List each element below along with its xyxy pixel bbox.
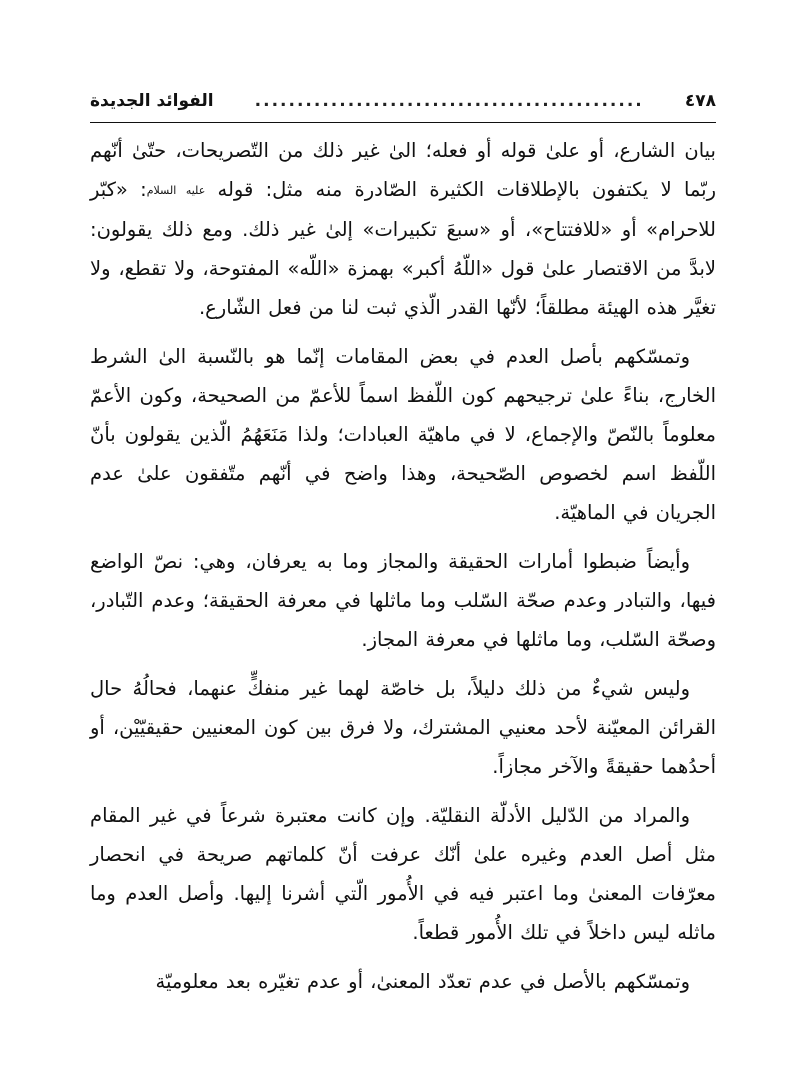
paragraph-1-text-end: : «كبّر للاحرام» أو «للافتتاح»، أو «سبعَ تكبيرات» إلىٰ غير ذلك. ومع ذلك يقولون: لابدَّ من الاقتصار علىٰ قول «اللّهُ أكبر» بهمزة «اللّه» المفتوحة، ولا تقطع، ولا تغيَّر هذه الهيئة مطلقاً؛ لأنّها القدر الّذي ثبت لنا من فعل الشّارع. [90,178,716,319]
book-page [90,86,716,1046]
paragraph-6: وتمسّكهم بالأصل في عدم تعدّد المعنىٰ، أو عدم تغيّره بعد معلوميّة [155,970,690,993]
page-header [90,86,716,123]
page-number: ٤٧٨ [684,91,716,111]
paragraph-1 [90,131,716,327]
salutation-alayhi-salam: عليه السلام [146,184,206,197]
header-leader-dots: .............................................. [254,91,644,111]
running-title: الفوائد الجديدة [90,91,214,111]
body-text [90,131,716,1001]
paragraph-3: وأيضاً ضبطوا أمارات الحقيقة والمجاز وما به يعرفان، وهي: نصّ الواضع فيها، والتبادر وعدم صحّة السّلب وما ماثلها في معرفة الحقيقة؛ وعدم التّبادر، وصحّة السّلب، وما ماثلها في معرفة المجاز. [90,550,716,651]
paragraph-4: وليس شيءٌ من ذلك دليلاً، بل خاصّة لهما غير منفكٍّ عنهما، فحالُهُ حال القرائن المعيّنة لأحد معنيي المشترك، ولا فرق بين كون المعنيين حقيقيّيْن، أو أحدُهما حقيقةً والآخر مجازاً. [90,677,716,778]
paragraph-5: والمراد من الدّليل الأدلّة النقليّة. وإن كانت معتبرة شرعاً في غير المقام مثل أصل العدم وغيره علىٰ أنّك عرفت أنّ كلماتهم صريحة في انحصار معرّفات المعنىٰ وما اعتبر فيه في الأُمور الّتي أشرنا إليها. وأصل العدم وما ماثله ليس داخلاً في تلك الأُمور قطعاً. [90,804,716,944]
paragraph-1-text-start: بيان الشارع، أو علىٰ قوله أو فعله؛ الىٰ غير ذلك من التّصريحات، حتّىٰ أنّهم ربّما لا يكتفون بالإطلاقات الكثيرة الصّادرة منه مثل: قوله [90,139,716,201]
paragraph-2: وتمسّكهم بأصل العدم في بعض المقامات إنّما هو بالنّسبة الىٰ الشرط الخارج، بناءً علىٰ ترجيحهم كون اللّفظ اسماً للأعمّ من الصحيحة، وكون الأعمّ معلوماً بالنّصّ والإجماع، لا في ماهيّة العبادات؛ ولذا مَنَعَهُمُ الّذين يقولون بأنّ اللّفظ اسم لخصوص الصّحيحة، وهذا واضح في أنّهم متّفقون علىٰ عدم الجريان في الماهيّة. [90,345,716,524]
